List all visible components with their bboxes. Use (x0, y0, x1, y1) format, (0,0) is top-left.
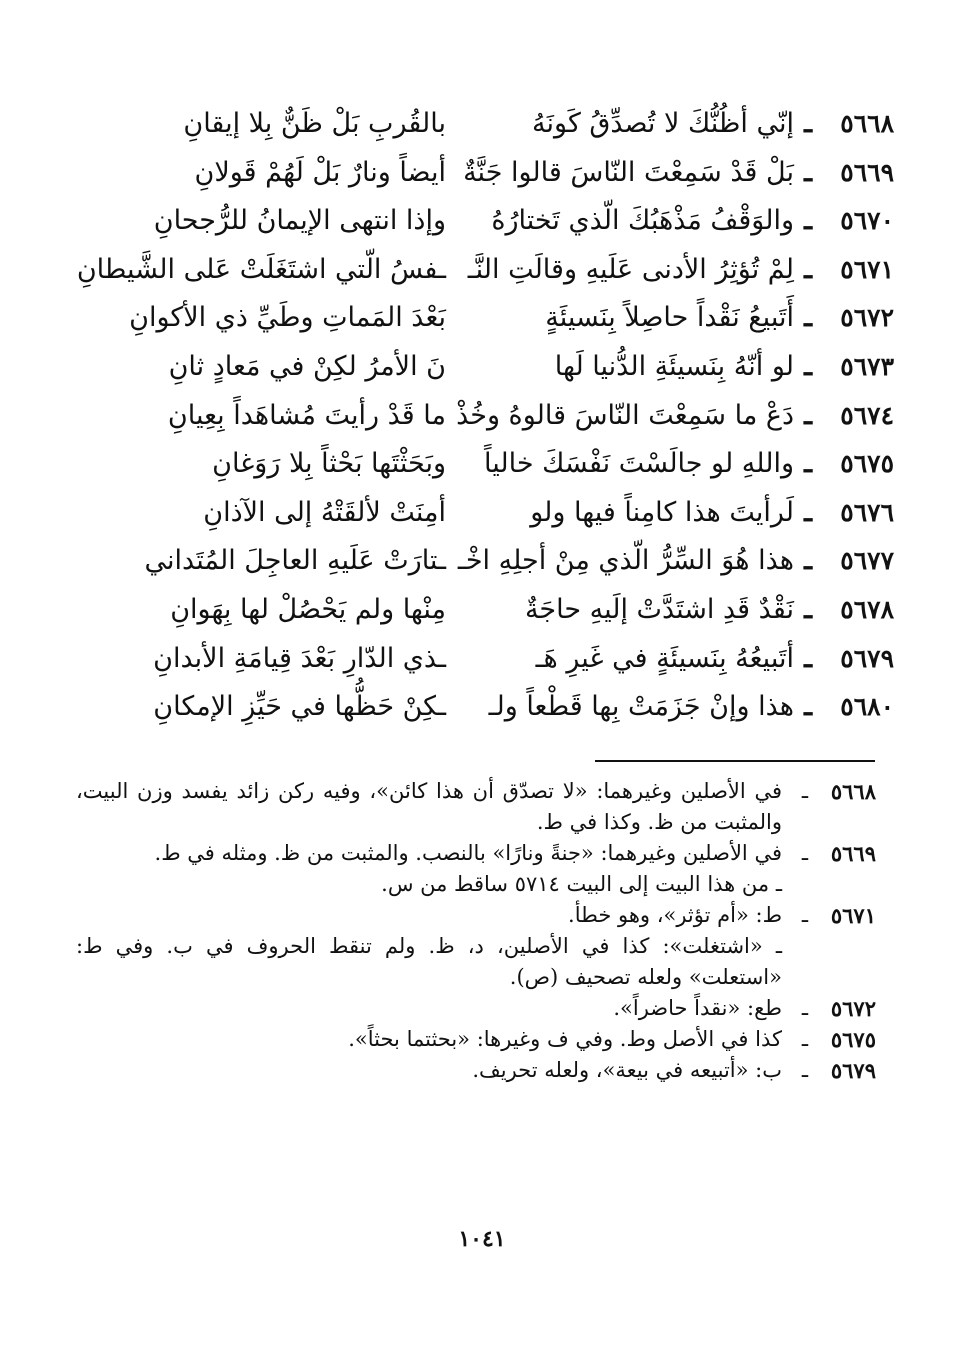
footnote (76, 993, 876, 1024)
footnote-number: ٥٦٧٩ (830, 1058, 876, 1083)
footnote-divider (595, 760, 875, 762)
footnote-text: ب: «أتبيعه في بيعة»، ولعله تحريف. (472, 1058, 782, 1082)
verse-dash: ـ (804, 205, 812, 237)
footnote (76, 900, 876, 931)
footnote-number: ٥٦٦٨ (830, 779, 876, 804)
verse-line (70, 489, 894, 538)
footnote-dash: ـ (801, 841, 808, 865)
poem-verses (70, 100, 894, 732)
verse-number: ٥٦٧٢ (840, 303, 894, 333)
verse-first-hemistich: أَتَبيعُ نَقْداً حاصِلاً بِنَسيئَةٍ (545, 302, 794, 334)
verse-number: ٥٦٧٣ (840, 351, 894, 381)
verse-number: ٥٦٧٠ (840, 206, 894, 236)
verse-dash: ـ (804, 302, 812, 334)
verse-number: ٥٦٧٩ (840, 643, 894, 673)
verse-number: ٥٦٨٠ (840, 692, 894, 722)
verse-number: ٥٦٦٩ (840, 157, 894, 187)
verse-first-hemistich: هذا هُوَ السِّرُّ الّذي مِنْ أجلِهِ اخْـ (457, 545, 794, 577)
verse-dash: ـ (804, 350, 812, 382)
verse-line (70, 343, 894, 392)
verse-first-hemistich: لو أنّهُ بِنَسيئَةِ الدُّنيا لَها (554, 350, 794, 382)
verse-number: ٥٦٦٨ (840, 109, 894, 138)
verse-second-hemistich: وبَحَثْتَها بَحْثاً بِلا رَوَغانِ (212, 448, 446, 480)
verse-second-hemistich: ما قَدْ رأيتَ مُشاهَداً بِعِيانِ (167, 399, 446, 431)
page-number: ١٠٤١ (458, 1226, 506, 1252)
verse-number: ٥٦٧٧ (840, 546, 894, 576)
verse-dash: ـ (804, 399, 812, 431)
verse-first-hemistich: نَقْدٌ قَدِ اشتَدَّتْ إلَيهِ حاجَةٌ (524, 593, 794, 625)
verse-dash: ـ (804, 593, 812, 625)
verse-second-hemistich: أمِنَتْ لألقَتْهُ إلى الآذانِ (203, 496, 446, 528)
verse-first-hemistich: دَعْ ما سَمِعْتَ النّاسَ قالوهُ وخُذْ (456, 399, 794, 431)
footnote-dash: ـ (801, 903, 808, 927)
verse-dash: ـ (804, 448, 812, 480)
footnote-number: ٥٦٧١ (830, 903, 876, 928)
verse-dash: ـ (804, 496, 812, 528)
verse-first-hemistich: لِمْ تُؤثِرُ الأدنى عَلَيهِ وقالَتِ النَّـ (467, 253, 794, 285)
verse-line (70, 246, 894, 295)
footnote (76, 776, 876, 838)
footnote (76, 1055, 876, 1086)
footnote (76, 838, 876, 869)
footnote-text: في الأصلين وغيرهما: «جنةً ونارًا» بالنصب. والمثبت من ظ. ومثله في ط. (154, 841, 782, 865)
verse-number: ٥٦٧٨ (840, 594, 894, 624)
verse-second-hemistich: بالقُربِ بَلْ ظَنٌّ بِلا إيقانِ (183, 108, 446, 139)
footnote-text: في الأصلين وغيرهما: «لا تصدّق أن هذا كائن»، وفيه ركن زائد يفسد وزن البيت، والمثبت من ظ. وكذا في ط. (76, 779, 782, 834)
verse-second-hemistich: بَعْدَ المَماتِ وطَيِّ ذي الأكوانِ (129, 302, 446, 334)
verse-line (70, 392, 894, 441)
footnote-dash: ـ (801, 996, 808, 1020)
verse-number: ٥٦٧١ (840, 254, 894, 284)
footnote-number: ٥٦٧٢ (830, 996, 876, 1021)
verse-line (70, 586, 894, 635)
footnote-text: ط: «أم تؤثر»، وهو خطأ. (568, 903, 782, 927)
verse-line (70, 100, 894, 149)
footnote-text: ـ «اشتغلت»: كذا في الأصلين، د، ظ. ولم تنقط الحروف في ب. وفي ط: «استعلت» ولعله تصحيف (ص). (76, 931, 782, 993)
footnotes (76, 776, 876, 1086)
verse-second-hemistich: مِنْها ولم يَحْصُلْ لها بِهَوانِ (170, 593, 446, 625)
footnote-text: طع: «نقداً حاضراً». (613, 996, 782, 1020)
verse-second-hemistich: أيضاً ونارٌ بَلْ لَهُمْ قَولانِ (194, 156, 446, 188)
verse-second-hemistich: ـفسُ الّتي اشتَغَلَتْ عَلى الشَّيطانِ (76, 253, 446, 285)
verse-dash: ـ (804, 642, 812, 674)
verse-dash: ـ (804, 545, 812, 577)
verse-dash: ـ (804, 156, 812, 188)
verse-line (70, 635, 894, 684)
verse-dash: ـ (804, 253, 812, 285)
verse-second-hemistich: نَ الأمرُ لكِنْ في مَعادٍ ثانِ (168, 350, 446, 382)
verse-number: ٥٦٧٤ (840, 400, 894, 430)
verse-line (70, 683, 894, 732)
verse-second-hemistich: وإذا انتهى الإيمانُ للرُّجحانِ (153, 205, 446, 237)
verse-number: ٥٦٧٥ (840, 449, 894, 479)
footnote (76, 869, 876, 900)
verse-dash: ـ (804, 691, 812, 723)
verse-first-hemistich: والوَقْفُ مَذْهَبُكَ الّذي تَختارُهُ (491, 205, 794, 237)
verse-second-hemistich: ـكِنْ حَظُّها في حَيِّزِ الإمكانِ (153, 691, 446, 723)
verse-first-hemistich: أتَبيعُهُ بِنَسيئَةٍ في غَيرِ هَـ (535, 642, 794, 674)
verse-first-hemistich: واللهِ لو جالَسْتَ نَفْسَكَ خالياً (484, 448, 794, 480)
footnote-dash: ـ (801, 1058, 808, 1082)
verse-line (70, 537, 894, 586)
verse-dash: ـ (804, 108, 812, 139)
verse-first-hemistich: بَلْ قَدْ سَمِعْتَ النّاسَ قالوا جَنَّةٌ (463, 156, 794, 188)
footnote-dash: ـ (801, 779, 808, 803)
verse-first-hemistich: إنّي أظُنُّكَ لا تُصدِّقُ كَونَهُ (532, 108, 794, 139)
footnote-text: كذا في الأصل وط. وفي ف وغيرها: «بحثتما بحثاً». (348, 1027, 782, 1051)
verse-number: ٥٦٧٦ (840, 497, 894, 527)
footnote (76, 1024, 876, 1055)
verse-second-hemistich: ـذي الدّارِ بَعْدَ قِيامَةِ الأبدانِ (153, 642, 446, 674)
verse-line (70, 149, 894, 198)
verse-second-hemistich: ـتارَتْ عَلَيهِ العاجِلَ المُتَداني (144, 545, 446, 577)
footnote-number: ٥٦٧٥ (830, 1027, 876, 1052)
footnote-text: ـ من هذا البيت إلى البيت ٥٧١٤ ساقط من س. (76, 869, 782, 900)
footnote-number: ٥٦٦٩ (830, 841, 876, 866)
footnote-dash: ـ (801, 1027, 808, 1051)
verse-line (70, 440, 894, 489)
verse-line (70, 294, 894, 343)
footnote (76, 931, 876, 993)
verse-line (70, 197, 894, 246)
verse-first-hemistich: هذا وإنْ جَزَمَتْ بِها قَطْعاً ولـ (488, 691, 794, 723)
verse-first-hemistich: لَرأيتَ هذا كامِناً فيها ولو (530, 496, 794, 528)
